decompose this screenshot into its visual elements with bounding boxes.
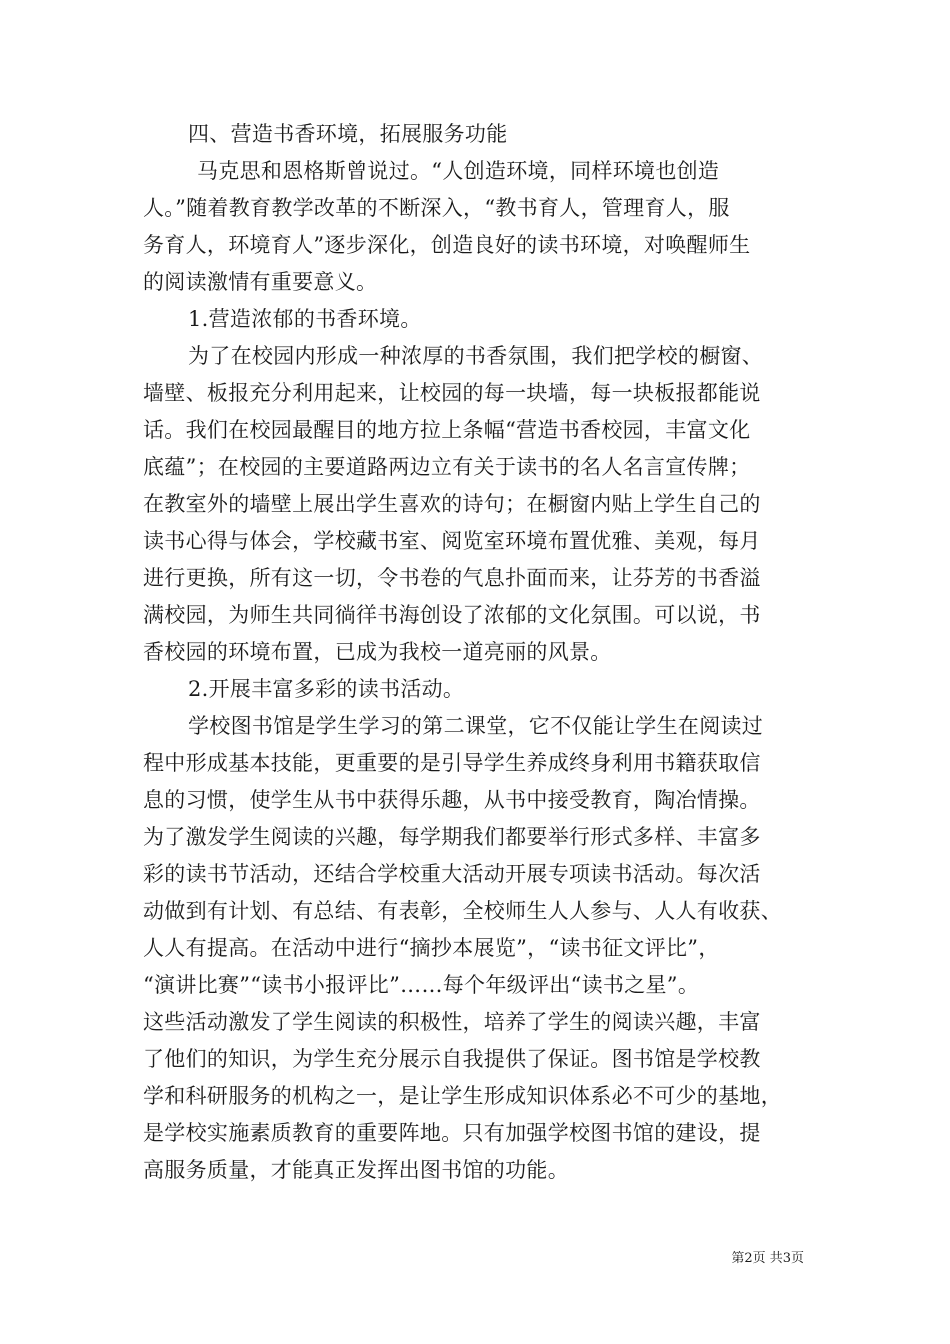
paragraph-line: 人。”随着教育教学改革的不断深入，“教书育人，管理育人，服: [143, 196, 730, 220]
paragraph-line: 进行更换，所有这一切，令书卷的气息扑面而来，让芬芳的书香溢: [143, 566, 761, 590]
paragraph-line: 务育人，环境育人”逐步深化，创造良好的读书环境，对唤醒师生: [143, 233, 751, 257]
paragraph-line: 满校园，为师生共同徜徉书海创设了浓郁的文化氛围。可以说，书: [143, 603, 761, 627]
paragraph-line: 在教室外的墙壁上展出学生喜欢的诗句；在橱窗内贴上学生自己的: [143, 492, 761, 516]
paragraph-line: 程中形成基本技能，更重要的是引导学生养成终身利用书籍获取信: [143, 751, 761, 775]
subsection-title: 2.开展丰富多彩的读书活动。: [188, 677, 465, 701]
paragraph-line: 彩的读书节活动，还结合学校重大活动开展专项读书活动。每次活: [143, 862, 761, 886]
paragraph-line: 学和科研服务的机构之一，是让学生形成知识体系必不可少的基地，: [143, 1084, 782, 1108]
section-heading: 四、营造书香环境，拓展服务功能: [188, 122, 508, 146]
paragraph-line: 话。我们在校园最醒目的地方拉上条幅“营造书香校园，丰富文化: [143, 418, 751, 442]
paragraph-line: 马克思和恩格斯曾说过。“人创造环境，同样环境也创造: [197, 159, 720, 183]
paragraph-line: 是学校实施素质教育的重要阵地。只有加强学校图书馆的建设，提: [143, 1121, 761, 1145]
paragraph-line: 了他们的知识，为学生充分展示自我提供了保证。图书馆是学校教: [143, 1047, 761, 1071]
paragraph-line: 学校图书馆是学生学习的第二课堂，它不仅能让学生在阅读过: [188, 714, 764, 738]
paragraph-line: “演讲比赛”“读书小报评比”……每个年级评出“读书之星”。: [143, 973, 700, 997]
paragraph-line: 读书心得与体会，学校藏书室、阅览室环境布置优雅、美观，每月: [143, 529, 761, 553]
paragraph-line: 墙壁、板报充分利用起来，让校园的每一块墙，每一块板报都能说: [143, 381, 761, 405]
paragraph-line: 这些活动激发了学生阅读的积极性，培养了学生的阅读兴趣，丰富: [143, 1010, 761, 1034]
paragraph-line: 人人有提高。在活动中进行“摘抄本展览”，“读书征文评比”，: [143, 936, 720, 960]
paragraph-line: 为了在校园内形成一种浓厚的书香氛围，我们把学校的橱窗、: [188, 344, 764, 368]
paragraph-line: 为了激发学生阅读的兴趣，每学期我们都要举行形式多样、丰富多: [143, 825, 761, 849]
subsection-title: 1.营造浓郁的书香环境。: [188, 307, 422, 331]
paragraph-line: 香校园的环境布置，已成为我校一道亮丽的风景。: [143, 640, 612, 664]
paragraph-line: 底蕴”；在校园的主要道路两边立有关于读书的名人名言宣传牌；: [143, 455, 751, 479]
paragraph-line: 高服务质量，才能真正发挥出图书馆的功能。: [143, 1158, 569, 1182]
paragraph-line: 动做到有计划、有总结、有表彰，全校师生人人参与、人人有收获、: [143, 899, 782, 923]
paragraph-line: 息的习惯，使学生从书中获得乐趣，从书中接受教育，陶冶情操。: [143, 788, 761, 812]
paragraph-line: 的阅读激情有重要意义。: [143, 270, 378, 294]
page-number: 第2页 共3页: [731, 1251, 804, 1266]
